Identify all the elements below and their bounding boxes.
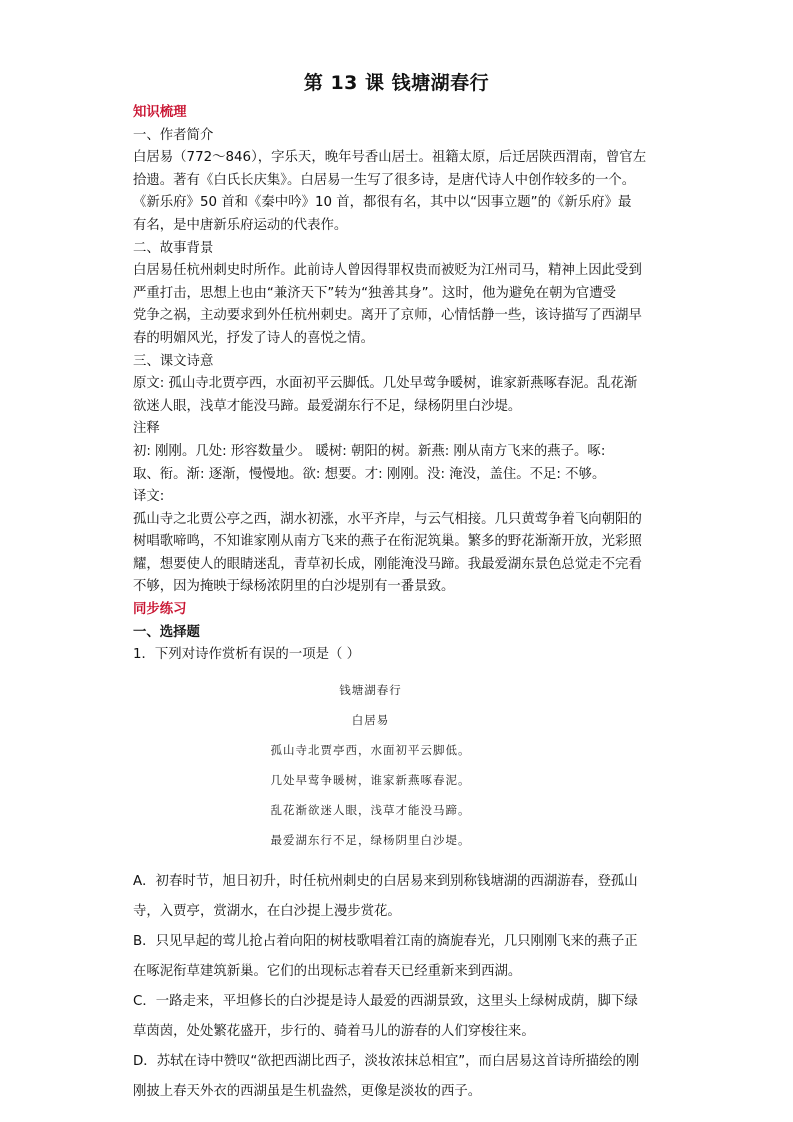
option-line: 寺，入贾亭，赏湖水，在白沙提上漫步赏花。 [133, 903, 401, 919]
paragraph-line: 孤山寺之北贾公亭之西，湖水初涨，水平齐岸，与云气相接。几只黄莺争着飞向朝阳的 [133, 511, 642, 527]
poem-line: 乱花渐欲迷人眼，浅草才能没马蹄。 [270, 802, 471, 817]
original-text [133, 373, 663, 418]
author-heading: 一、作者简介 [133, 127, 214, 143]
option-line: 草茵茵，处处繁花盛开，步行的、骑着马儿的游春的人们穿梭往来。 [133, 1023, 535, 1039]
paragraph-line: 拾遗。著有《白氏长庆集》。白居易一生写了很多诗，是唐代诗人中创作较多的一个。 [133, 172, 636, 188]
paragraph-line: 不够，因为掩映于绿杨浓阴里的白沙堤别有一番景致。 [133, 579, 455, 595]
option-d [133, 1047, 663, 1107]
option-line: C．一路走来，平坦修长的白沙提是诗人最爱的西湖景致，这里头上绿树成荫，脚下绿 [133, 993, 638, 1009]
section-heading-knowledge: 知识梳理 [133, 105, 187, 120]
option-c [133, 987, 663, 1047]
option-line: 刚披上春天外衣的西湖虽是生机盎然，更像是淡妆的西子。 [133, 1083, 482, 1099]
paragraph-line: 严重打击，思想上也由“兼济天下”转为“独善其身”。这时，他为避免在朝为官遭受 [133, 285, 617, 301]
poem-block [133, 675, 663, 855]
paragraph-line: 白居易（772～846），字乐天，晚年号香山居士。祖籍太原，后迁居陕西渭南，曾官左 [133, 150, 647, 166]
paragraph-line: 《新乐府》50 首和《秦中吟》10 首，都很有名，其中以“因事立题”的《新乐府》最 [133, 195, 632, 211]
author-paragraph [133, 147, 663, 237]
poem-author: 白居易 [351, 712, 390, 727]
notes-heading: 注释 [133, 421, 160, 437]
paragraph-line: 党争之祸，主动要求到外任杭州刺史。离开了京师，心情恬静一些，该诗描写了西湖早 [133, 308, 642, 324]
poem-line: 几处早莺争暖树，谁家新燕啄春泥。 [270, 772, 471, 787]
lesson-title: 第 13 课 钱塘湖春行 [303, 72, 490, 94]
option-line: B．只见早起的莺儿抢占着向阳的树枝歌唱着江南的旖旎春光，几只刚刚飞来的燕子正 [133, 933, 638, 949]
paragraph-line: 有名，是中唐新乐府运动的代表作。 [133, 217, 348, 233]
translation-text [133, 509, 663, 599]
option-line: A．初春时节，旭日初升，时任杭州刺史的白居易来到别称钱塘湖的西湖游春，登孤山 [133, 873, 638, 889]
notes-text [133, 441, 663, 486]
paragraph-line: 春的明媚风光，抒发了诗人的喜悦之情。 [133, 330, 375, 346]
section-heading-practice: 同步练习 [133, 602, 187, 618]
question-stem: 1．下列对诗作赏析有误的一项是（ ） [133, 647, 361, 663]
paragraph-line: 欲迷人眼，浅草才能没马蹄。最爱湖东行不足，绿杨阴里白沙堤。 [133, 398, 522, 414]
meaning-heading: 三、课文诗意 [133, 353, 214, 369]
background-paragraph [133, 260, 663, 350]
background-heading: 二、故事背景 [133, 240, 214, 256]
option-line: 在啄泥衔草建筑新巢。它们的出现标志着春天已经重新来到西湖。 [133, 963, 522, 979]
question-type-heading: 一、选择题 [133, 624, 200, 640]
paragraph-line: 初: 刚刚。几处: 形容数量少。 暖树: 朝阳的树。新燕: 刚从南方飞来的燕子。啄: [133, 443, 606, 459]
paragraph-line: 耀，想要使人的眼睛迷乱，青草初长成，刚能淹没马蹄。我最爱湖东景色总觉走不完看 [133, 556, 642, 572]
paragraph-line: 取、衔。渐: 逐渐，慢慢地。欲: 想要。才: 刚刚。没: 淹没，盖住。不足: 不够。 [133, 466, 606, 482]
option-b [133, 927, 663, 987]
option-line: D．苏轼在诗中赞叹“欲把西湖比西子，淡妆浓抹总相宜”，而白居易这首诗所描绘的刚 [133, 1053, 640, 1069]
poem-line: 孤山寺北贾亭西，水面初平云脚低。 [270, 742, 471, 757]
poem-line: 最爱湖东行不足，绿杨阴里白沙堤。 [270, 832, 471, 847]
paragraph-line: 白居易任杭州刺史时所作。此前诗人曾因得罪权贵而被贬为江州司马，精神上因此受到 [133, 263, 642, 279]
translation-heading: 译文: [133, 489, 165, 505]
poem-title: 钱塘湖春行 [339, 682, 402, 697]
content [133, 102, 663, 1107]
paragraph-line: 树唱歌啼鸣，不知谁家刚从南方飞来的燕子在衔泥筑巢。繁多的野花渐渐开放，光彩照 [133, 534, 642, 550]
paragraph-line: 原文: 孤山寺北贾亭西，水面初平云脚低。几处早莺争暖树，谁家新燕啄春泥。乱花渐 [133, 376, 638, 392]
option-a [133, 867, 663, 927]
